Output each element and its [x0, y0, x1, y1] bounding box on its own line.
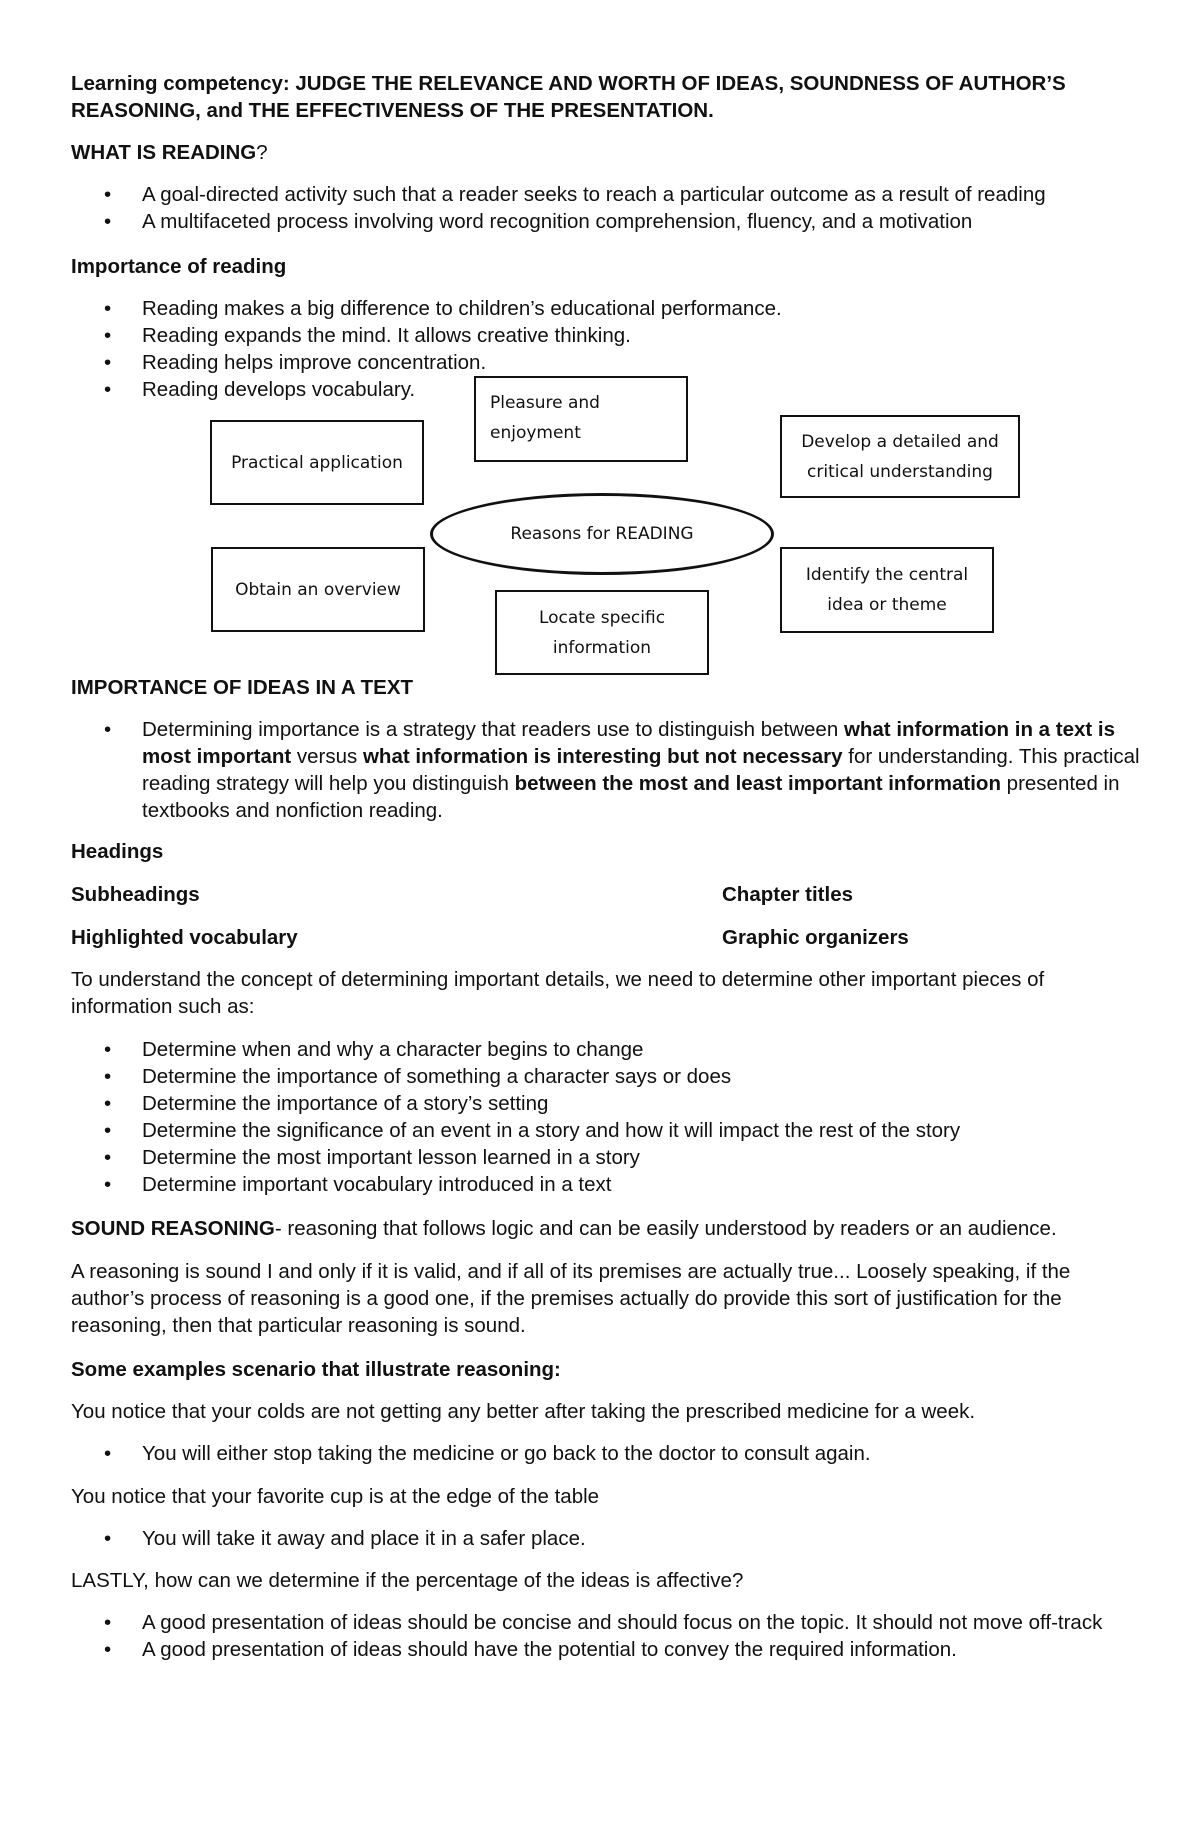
- list-item: • Determine the most important lesson learned in a story: [71, 1144, 960, 1171]
- text-run: presented in textbooks and nonfiction reading.: [142, 772, 1120, 822]
- sound-reasoning-text: - reasoning that follows logic and can be easily understood by readers or an audience.: [274, 1217, 1057, 1240]
- feature-subheadings: Subheadings: [71, 883, 200, 906]
- examples-heading: Some examples scenario that illustrate reasoning:: [71, 1358, 561, 1381]
- list-item: • Reading helps improve concentration.: [71, 349, 782, 376]
- sound-reasoning-term: SOUND REASONING: [71, 1217, 275, 1240]
- list-item: • You will either stop taking the medicine or go back to the doctor to consult again.: [71, 1440, 871, 1467]
- box-pleasure-line-2: enjoyment: [490, 423, 581, 443]
- box-overview: [211, 547, 425, 632]
- text-run: Determining importance is a strategy that readers use to distinguish between: [142, 718, 844, 741]
- scenario-1: You notice that your colds are not getting any better after taking the prescribed medicine for a week.: [71, 1400, 976, 1423]
- list-item: • Determine the importance of something a character says or does: [71, 1063, 960, 1090]
- box-develop-line-2: critical understanding: [807, 461, 993, 482]
- box-develop: [780, 415, 1020, 498]
- box-locate-line-2: information: [552, 637, 652, 658]
- box-pleasure-line-1: Pleasure and: [490, 393, 600, 413]
- bold-run: between the most and least important information: [514, 772, 1001, 795]
- list-item: • Reading expands the mind. It allows creative thinking.: [71, 322, 782, 349]
- lastly-list: [71, 1609, 1121, 1663]
- sound-reasoning-definition: [71, 1215, 1057, 1242]
- list-item: [71, 716, 1141, 824]
- scenario-2: You notice that your favorite cup is at the edge of the table: [71, 1485, 600, 1508]
- competency-line-1: Learning competency: JUDGE THE RELEVANCE AND WORTH OF IDEAS, SOUNDNESS OF AUTHOR’S: [71, 72, 1066, 95]
- scenario-1-list: [71, 1440, 871, 1467]
- what-is-reading-heading: [71, 139, 268, 166]
- box-identify: [780, 547, 994, 633]
- ellipse-reasons-for-reading: [430, 493, 774, 575]
- feature-headings: Headings: [71, 840, 164, 863]
- list-item: • Reading makes a big difference to children’s educational performance.: [71, 295, 782, 322]
- list-item: • A good presentation of ideas should have the potential to convey the required information.: [71, 1636, 1121, 1663]
- ellipse-label: Reasons for READING: [510, 524, 694, 544]
- bold-run: what information in a text is most important: [142, 718, 1116, 768]
- box-identify-line-1: Identify the central: [805, 565, 969, 585]
- list-item: • A goal-directed activity such that a reader seeks to reach a particular outcome as a result of reading: [71, 181, 1046, 208]
- feature-highlighted-vocabulary: Highlighted vocabulary: [71, 926, 298, 949]
- what-is-reading-qmark: ?: [256, 141, 268, 164]
- box-overview-label: Obtain an overview: [235, 579, 401, 600]
- list-item: • Determine important vocabulary introduced in a text: [71, 1171, 960, 1198]
- list-item: • Reading develops vocabulary.: [71, 376, 782, 403]
- box-practical: [210, 420, 424, 505]
- list-item: • Determine when and why a character begins to change: [71, 1036, 960, 1063]
- sound-reasoning-paragraph: A reasoning is sound I and only if it is valid, and if all of its premises are actually true... Loosely speaking, if the author’s process of reasoning is a good one, if the premises actually do provide this sort of justification for the reasoning, then that particular reasoning is sound.: [71, 1260, 1071, 1337]
- bold-run: what information is interesting but not necessary: [362, 745, 843, 768]
- box-locate: [495, 590, 709, 675]
- list-item: • You will take it away and place it in a safer place.: [71, 1525, 586, 1552]
- box-practical-label: Practical application: [231, 452, 403, 473]
- box-pleasure: [474, 376, 688, 462]
- scenario-2-list: [71, 1525, 586, 1552]
- competency-line-2: REASONING, and THE EFFECTIVENESS OF THE PRESENTATION.: [71, 99, 714, 122]
- importance-ideas-list: [71, 716, 1141, 824]
- list-item: • A good presentation of ideas should be concise and should focus on the topic. It should not move off-track: [71, 1609, 1121, 1636]
- what-is-reading-title: WHAT IS READING: [71, 141, 257, 164]
- text-run: for understanding. This practical reading strategy will help you distinguish: [142, 745, 1140, 795]
- details-intro: To understand the concept of determining important details, we need to determine other important pieces of information such as:: [71, 968, 1045, 1018]
- feature-chapter-titles: Chapter titles: [722, 883, 853, 906]
- text-run: versus: [291, 745, 363, 768]
- importance-of-reading-heading: Importance of reading: [71, 255, 287, 278]
- list-item: • Determine the significance of an event in a story and how it will impact the rest of the story: [71, 1117, 960, 1144]
- box-locate-line-1: Locate specific: [538, 607, 666, 628]
- box-identify-line-2: idea or theme: [827, 595, 947, 615]
- what-is-reading-list: [71, 181, 1046, 235]
- details-list: [71, 1036, 960, 1198]
- list-item: • A multifaceted process involving word recognition comprehension, fluency, and a motivation: [71, 208, 1046, 235]
- importance-ideas-heading: IMPORTANCE OF IDEAS IN A TEXT: [71, 676, 414, 699]
- list-item: • Determine the importance of a story’s setting: [71, 1090, 960, 1117]
- box-develop-line-1: Develop a detailed and: [801, 431, 999, 452]
- feature-graphic-organizers: Graphic organizers: [722, 926, 909, 949]
- lastly-question: LASTLY, how can we determine if the percentage of the ideas is affective?: [71, 1569, 744, 1592]
